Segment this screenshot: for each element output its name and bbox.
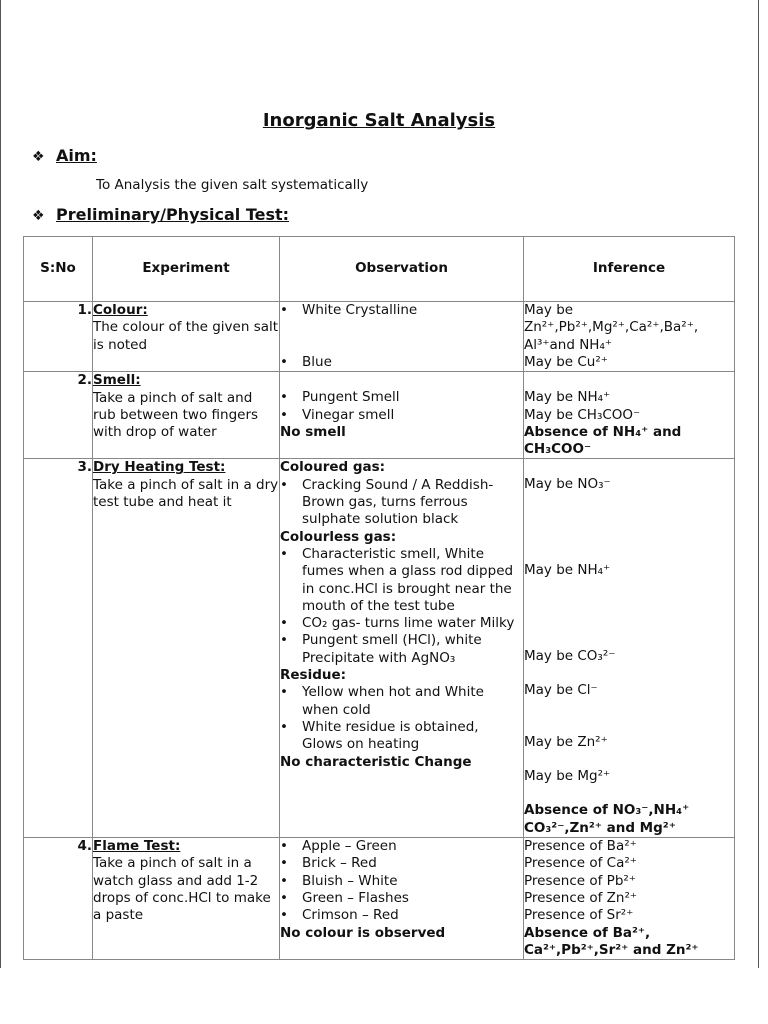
document-title: Inorganic Salt Analysis	[262, 110, 496, 131]
inference-item: May be NH₄⁺	[524, 389, 611, 406]
observation-item: • Blue	[280, 354, 523, 371]
experiment-text: Take a pinch of salt in a dry test tube and heat it	[93, 476, 279, 511]
header-experiment: Experiment	[93, 237, 280, 302]
experiment-cell	[93, 372, 280, 459]
aim-text: To Analysis the given salt systematically	[96, 177, 369, 193]
observation-item: • Green – Flashes	[280, 890, 523, 907]
experiment-title: Smell:	[93, 372, 141, 389]
experiment-text: The colour of the given salt is noted	[93, 319, 279, 353]
observation-cell	[280, 459, 524, 838]
observation-cell	[280, 838, 524, 960]
experiment-cell	[93, 459, 280, 838]
table-row	[24, 372, 735, 459]
page-border-left	[0, 0, 1, 968]
inference-item: Presence of Ba²⁺	[524, 838, 637, 855]
inference-item: May be CH₃COO⁻	[524, 406, 641, 423]
observation-item: • White Crystalline	[280, 302, 523, 354]
observation-item: • Yellow when hot and White when cold	[280, 684, 523, 719]
table-row	[24, 302, 735, 372]
table-row	[24, 838, 735, 960]
diamond-bullet-icon: ❖	[32, 149, 45, 165]
observation-item: • Apple – Green	[280, 838, 523, 855]
experiment-text: Take a pinch of salt and rub between two fingers with drop of water	[93, 389, 259, 441]
observation-item: • Crimson – Red	[280, 907, 523, 924]
inference-item: May be CO₃²⁻	[524, 648, 616, 665]
diamond-bullet-icon: ❖	[32, 208, 45, 224]
row-number: 3.	[24, 459, 93, 838]
row-number: 1.	[24, 302, 93, 372]
inference-cell	[524, 838, 735, 960]
inference-item: May be NO₃⁻	[524, 476, 611, 493]
page-border-right	[758, 0, 759, 968]
inference-item: Presence of Zn²⁺	[524, 889, 638, 906]
observation-item: • Vinegar smell	[280, 407, 523, 424]
observation-item: No characteristic Change	[280, 753, 472, 770]
observation-subheading: Colourless gas:	[280, 528, 397, 545]
observation-item: • Bluish – White	[280, 873, 523, 890]
header-observation: Observation	[280, 237, 524, 302]
table-row	[24, 459, 735, 838]
inference-item: May be NH₄⁺	[524, 562, 611, 579]
experiment-cell	[93, 838, 280, 960]
observation-item: • Cracking Sound / A Reddish-Brown gas, turns ferrous sulphate solution black	[280, 477, 523, 529]
inference-item: Presence of Sr²⁺	[524, 907, 634, 924]
inference-cell	[524, 302, 735, 372]
observation-item: • CO₂ gas- turns lime water Milky	[280, 615, 523, 632]
inference-cell	[524, 372, 735, 459]
observation-cell	[280, 372, 524, 459]
analysis-table	[23, 236, 735, 960]
observation-cell	[280, 302, 524, 372]
row-number: 2.	[24, 372, 93, 459]
header-inference: Inference	[524, 237, 735, 302]
observation-item: No smell	[280, 423, 346, 440]
observation-subheading: Residue:	[280, 667, 347, 684]
observation-subheading: Coloured gas:	[280, 459, 386, 476]
preliminary-heading	[32, 205, 289, 224]
experiment-title: Flame Test:	[93, 838, 181, 855]
table-header-row	[24, 237, 735, 302]
inference-item: Absence of Ba²⁺, Ca²⁺,Pb²⁺,Sr²⁺ and Zn²⁺	[524, 924, 699, 958]
inference-cell	[524, 459, 735, 838]
inference-item: Absence of NH₄⁺ and CH₃COO⁻	[524, 423, 682, 458]
inference-item: Absence of NO₃⁻,NH₄⁺ CO₃²⁻,Zn²⁺ and Mg²⁺	[524, 802, 690, 836]
inference-item: May be Zn²⁺	[524, 734, 608, 751]
observation-item: • Pungent Smell	[280, 389, 523, 406]
aim-heading	[32, 146, 97, 165]
observation-item: No colour is observed	[280, 924, 446, 941]
observation-item: • Pungent smell (HCl), white Precipitate with AgNO₃	[280, 632, 523, 667]
aim-heading-text: Aim:	[56, 146, 97, 165]
header-sno: S:No	[24, 237, 93, 302]
preliminary-heading-text: Preliminary/Physical Test:	[56, 205, 290, 224]
experiment-title: Colour:	[93, 302, 148, 318]
inference-item: May be Zn²⁺,Pb²⁺,Mg²⁺,Ca²⁺,Ba²⁺, Al³⁺and NH₄⁺	[524, 302, 699, 353]
inference-item: Presence of Ca²⁺	[524, 855, 637, 872]
observation-item: • Characteristic smell, White fumes when a glass rod dipped in conc.HCl is brought near the mouth of the test tube	[280, 546, 523, 615]
inference-item: May be Cu²⁺	[524, 353, 608, 370]
inference-item: May be Cl⁻	[524, 682, 598, 699]
inference-item: May be Mg²⁺	[524, 768, 611, 785]
inference-item: Presence of Pb²⁺	[524, 872, 636, 889]
observation-item: • Brick – Red	[280, 855, 523, 872]
observation-item: • White residue is obtained, Glows on heating	[280, 719, 523, 754]
experiment-cell	[93, 302, 280, 372]
experiment-title: Dry Heating Test:	[93, 459, 226, 476]
experiment-text: Take a pinch of salt in a watch glass and add 1-2 drops of conc.HCl to make a paste	[93, 855, 271, 924]
row-number: 4.	[24, 838, 93, 960]
